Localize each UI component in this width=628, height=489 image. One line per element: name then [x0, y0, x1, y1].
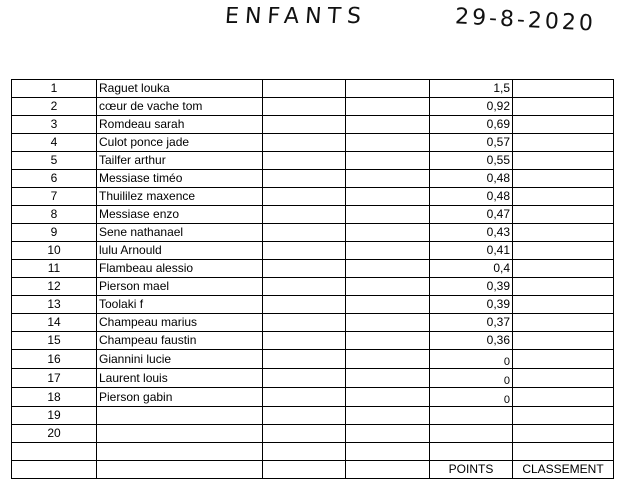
- points-value: 0: [503, 375, 510, 387]
- ranking-cell: [513, 425, 614, 443]
- empty-cell: [346, 314, 430, 332]
- results-rows: [12, 80, 614, 443]
- empty-cell: [263, 407, 346, 425]
- table-row: [12, 188, 614, 206]
- table-row: [12, 242, 614, 260]
- table-row: [12, 260, 614, 278]
- points-value: 0: [503, 394, 510, 406]
- rank-cell: 7: [12, 188, 97, 206]
- results-table: [11, 79, 614, 479]
- empty-cell: [263, 152, 346, 170]
- table-row: [12, 388, 614, 407]
- empty-cell: [263, 350, 346, 369]
- rank-cell: 3: [12, 116, 97, 134]
- table-row: [12, 278, 614, 296]
- points-cell: 0,48: [430, 188, 513, 206]
- empty-cell: [346, 260, 430, 278]
- empty-cell: [346, 116, 430, 134]
- ranking-cell: [513, 98, 614, 116]
- points-cell: [430, 369, 513, 388]
- table-row: [12, 350, 614, 369]
- name-cell: lulu Arnould: [97, 242, 263, 260]
- empty-cell: [346, 296, 430, 314]
- empty-cell: [263, 134, 346, 152]
- empty-cell: [346, 224, 430, 242]
- rank-cell: 15: [12, 332, 97, 350]
- ranking-cell: [513, 278, 614, 296]
- empty-cell: [346, 278, 430, 296]
- empty-cell: [346, 188, 430, 206]
- name-cell: Champeau marius: [97, 314, 263, 332]
- points-cell: [430, 407, 513, 425]
- name-cell: Giannini lucie: [97, 350, 263, 369]
- points-column-label: POINTS: [430, 461, 513, 479]
- ranking-cell: [513, 296, 614, 314]
- empty-cell: [346, 152, 430, 170]
- empty-cell: [263, 332, 346, 350]
- table-row: [12, 407, 614, 425]
- empty-cell: [263, 206, 346, 224]
- empty-cell: [263, 242, 346, 260]
- handwritten-title: ENFANTS: [224, 4, 368, 29]
- name-cell: Messiase timéo: [97, 170, 263, 188]
- points-cell: 0,47: [430, 206, 513, 224]
- table-row: [12, 314, 614, 332]
- name-cell: cœur de vache tom: [97, 98, 263, 116]
- rank-cell: 4: [12, 134, 97, 152]
- table-row: [12, 116, 614, 134]
- name-cell: Laurent louis: [97, 369, 263, 388]
- empty-cell: [346, 425, 430, 443]
- points-cell: 0,4: [430, 260, 513, 278]
- ranking-cell: [513, 314, 614, 332]
- table-row: [12, 80, 614, 98]
- points-cell: 0,39: [430, 296, 513, 314]
- name-cell: Thuililez maxence: [97, 188, 263, 206]
- points-cell: [430, 425, 513, 443]
- table-row: [12, 369, 614, 388]
- rank-cell: 16: [12, 350, 97, 369]
- empty-cell: [263, 296, 346, 314]
- rank-cell: 9: [12, 224, 97, 242]
- ranking-cell: [513, 260, 614, 278]
- name-cell: Messiase enzo: [97, 206, 263, 224]
- rank-cell: 19: [12, 407, 97, 425]
- points-value: 0: [503, 356, 510, 368]
- empty-cell: [346, 350, 430, 369]
- table-row: [12, 425, 614, 443]
- name-cell: Pierson gabin: [97, 388, 263, 407]
- points-cell: 1,5: [430, 80, 513, 98]
- table-row: [12, 206, 614, 224]
- name-cell: Raguet louka: [97, 80, 263, 98]
- rank-cell: 1: [12, 80, 97, 98]
- table-spacer-row: [12, 443, 614, 461]
- rank-cell: 17: [12, 369, 97, 388]
- empty-cell: [263, 80, 346, 98]
- empty-cell: [346, 206, 430, 224]
- ranking-cell: [513, 206, 614, 224]
- rank-cell: 14: [12, 314, 97, 332]
- table-row: [12, 332, 614, 350]
- empty-cell: [346, 407, 430, 425]
- ranking-cell: [513, 388, 614, 407]
- table-row: [12, 152, 614, 170]
- empty-cell: [263, 98, 346, 116]
- empty-cell: [346, 134, 430, 152]
- empty-cell: [346, 80, 430, 98]
- empty-cell: [346, 369, 430, 388]
- points-cell: 0,36: [430, 332, 513, 350]
- ranking-cell: [513, 350, 614, 369]
- ranking-cell: [513, 224, 614, 242]
- name-cell: [97, 425, 263, 443]
- points-cell: 0,55: [430, 152, 513, 170]
- points-cell: 0,37: [430, 314, 513, 332]
- empty-cell: [346, 388, 430, 407]
- empty-cell: [263, 224, 346, 242]
- rank-cell: 11: [12, 260, 97, 278]
- ranking-cell: [513, 407, 614, 425]
- name-cell: Romdeau sarah: [97, 116, 263, 134]
- name-cell: Sene nathanael: [97, 224, 263, 242]
- ranking-column-label: CLASSEMENT: [513, 461, 614, 479]
- rank-cell: 6: [12, 170, 97, 188]
- points-cell: 0,39: [430, 278, 513, 296]
- ranking-cell: [513, 116, 614, 134]
- empty-cell: [263, 388, 346, 407]
- table-row: [12, 170, 614, 188]
- points-cell: [430, 350, 513, 369]
- empty-cell: [263, 314, 346, 332]
- empty-cell: [346, 170, 430, 188]
- name-cell: Flambeau alessio: [97, 260, 263, 278]
- ranking-cell: [513, 188, 614, 206]
- ranking-cell: [513, 170, 614, 188]
- points-cell: 0,48: [430, 170, 513, 188]
- rank-cell: 12: [12, 278, 97, 296]
- name-cell: Culot ponce jade: [97, 134, 263, 152]
- rank-cell: 8: [12, 206, 97, 224]
- ranking-cell: [513, 369, 614, 388]
- empty-cell: [263, 425, 346, 443]
- empty-cell: [346, 242, 430, 260]
- empty-cell: [263, 369, 346, 388]
- points-cell: 0,92: [430, 98, 513, 116]
- rank-cell: 13: [12, 296, 97, 314]
- points-cell: 0,57: [430, 134, 513, 152]
- name-cell: Champeau faustin: [97, 332, 263, 350]
- handwritten-date: 29-8-2020: [454, 4, 597, 37]
- empty-cell: [346, 98, 430, 116]
- empty-cell: [263, 170, 346, 188]
- rank-cell: 5: [12, 152, 97, 170]
- table-row: [12, 224, 614, 242]
- empty-cell: [346, 332, 430, 350]
- ranking-cell: [513, 242, 614, 260]
- table-row: [12, 134, 614, 152]
- rank-cell: 20: [12, 425, 97, 443]
- name-cell: Tailfer arthur: [97, 152, 263, 170]
- rank-cell: 2: [12, 98, 97, 116]
- ranking-cell: [513, 332, 614, 350]
- ranking-cell: [513, 152, 614, 170]
- rank-cell: 18: [12, 388, 97, 407]
- name-cell: [97, 407, 263, 425]
- points-cell: 0,41: [430, 242, 513, 260]
- rank-cell: 10: [12, 242, 97, 260]
- empty-cell: [263, 278, 346, 296]
- empty-cell: [263, 188, 346, 206]
- points-cell: [430, 388, 513, 407]
- name-cell: Toolaki f: [97, 296, 263, 314]
- empty-cell: [263, 260, 346, 278]
- name-cell: Pierson mael: [97, 278, 263, 296]
- ranking-cell: [513, 134, 614, 152]
- empty-cell: [263, 116, 346, 134]
- table-row: [12, 98, 614, 116]
- points-cell: 0,43: [430, 224, 513, 242]
- points-cell: 0,69: [430, 116, 513, 134]
- table-row: [12, 296, 614, 314]
- ranking-cell: [513, 80, 614, 98]
- table-footer-row: [12, 461, 614, 479]
